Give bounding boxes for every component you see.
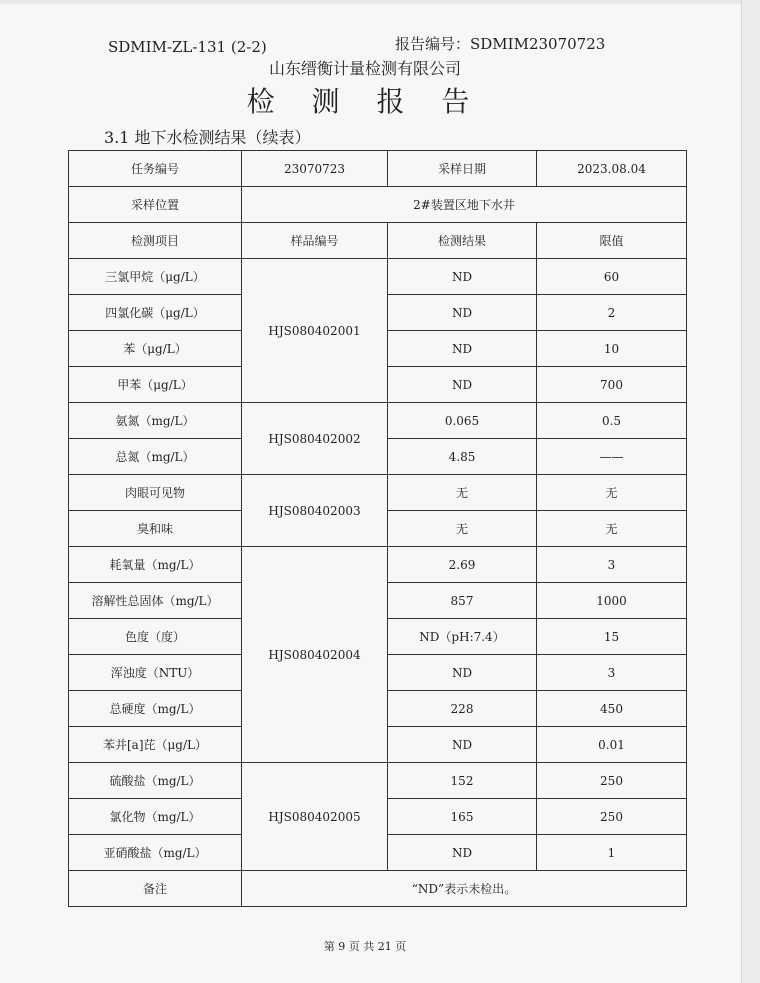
section-title: 3.1 地下水检测结果（续表） <box>104 128 311 147</box>
limit-value: 0.01 <box>537 727 687 763</box>
sample-id: HJS080402002 <box>242 403 388 475</box>
remark-label: 备注 <box>69 871 242 907</box>
limit-value: 250 <box>537 763 687 799</box>
test-item: 臭和味 <box>69 511 242 547</box>
limit-value: —— <box>537 439 687 475</box>
limit-value: 无 <box>537 475 687 511</box>
info-row <box>69 151 687 187</box>
date-label: 采样日期 <box>388 151 537 187</box>
sample-id: HJS080402001 <box>242 259 388 403</box>
limit-value: 450 <box>537 691 687 727</box>
table-row <box>69 475 687 511</box>
test-result: 无 <box>388 511 537 547</box>
test-result: ND <box>388 259 537 295</box>
test-item: 苯（μg/L） <box>69 331 242 367</box>
document-code: SDMIM-ZL-131 (2-2) <box>108 38 267 56</box>
test-item: 甲苯（μg/L） <box>69 367 242 403</box>
test-result: 857 <box>388 583 537 619</box>
limit-value: 60 <box>537 259 687 295</box>
limit-value: 1 <box>537 835 687 871</box>
limit-value: 3 <box>537 655 687 691</box>
limit-value: 0.5 <box>537 403 687 439</box>
sample-id: HJS080402004 <box>242 547 388 763</box>
test-item: 亚硝酸盐（mg/L） <box>69 835 242 871</box>
table-row <box>69 547 687 583</box>
test-item: 氯化物（mg/L） <box>69 799 242 835</box>
test-result: ND <box>388 331 537 367</box>
page-footer: 第 9 页 共 21 页 <box>323 940 407 953</box>
test-result: ND <box>388 727 537 763</box>
remark-text: “ND”表示未检出。 <box>242 871 687 907</box>
sample-id: HJS080402005 <box>242 763 388 871</box>
test-result: 2.69 <box>388 547 537 583</box>
test-item: 苯并[a]芘（μg/L） <box>69 727 242 763</box>
test-result: ND <box>388 835 537 871</box>
limit-value: 10 <box>537 331 687 367</box>
test-item: 溶解性总固体（mg/L） <box>69 583 242 619</box>
test-result: 152 <box>388 763 537 799</box>
test-item: 氨氮（mg/L） <box>69 403 242 439</box>
test-item: 总氮（mg/L） <box>69 439 242 475</box>
test-item: 四氯化碳（μg/L） <box>69 295 242 331</box>
report-number: 报告编号：SDMIM23070723 <box>395 35 606 53</box>
task-label: 任务编号 <box>69 151 242 187</box>
scan-right-edge <box>741 0 760 983</box>
test-item: 三氯甲烷（μg/L） <box>69 259 242 295</box>
test-result: 0.065 <box>388 403 537 439</box>
column-header: 样品编号 <box>242 223 388 259</box>
test-result: 165 <box>388 799 537 835</box>
location-value: 2#装置区地下水井 <box>242 187 687 223</box>
test-item: 浑浊度（NTU） <box>69 655 242 691</box>
test-result: ND（pH:7.4） <box>388 619 537 655</box>
limit-value: 15 <box>537 619 687 655</box>
column-header: 检测项目 <box>69 223 242 259</box>
test-result: 4.85 <box>388 439 537 475</box>
test-item: 总硬度（mg/L） <box>69 691 242 727</box>
results-table <box>68 150 687 907</box>
column-header: 检测结果 <box>388 223 537 259</box>
limit-value: 250 <box>537 799 687 835</box>
date-value: 2023.08.04 <box>537 151 687 187</box>
test-result: ND <box>388 367 537 403</box>
company-name: 山东缙衡计量检测有限公司 <box>268 59 461 78</box>
test-result: ND <box>388 655 537 691</box>
table-row <box>69 259 687 295</box>
test-result: 无 <box>388 475 537 511</box>
remark-row <box>69 871 687 907</box>
column-header-row <box>69 223 687 259</box>
task-value: 23070723 <box>242 151 388 187</box>
test-item: 耗氧量（mg/L） <box>69 547 242 583</box>
table-row <box>69 403 687 439</box>
test-result: ND <box>388 295 537 331</box>
limit-value: 无 <box>537 511 687 547</box>
sample-id: HJS080402003 <box>242 475 388 547</box>
scan-top-edge <box>0 0 760 4</box>
location-row <box>69 187 687 223</box>
limit-value: 1000 <box>537 583 687 619</box>
test-result: 228 <box>388 691 537 727</box>
table-row <box>69 763 687 799</box>
report-title: 检 测 报 告 <box>246 85 484 118</box>
limit-value: 2 <box>537 295 687 331</box>
limit-value: 700 <box>537 367 687 403</box>
test-item: 肉眼可见物 <box>69 475 242 511</box>
location-label: 采样位置 <box>69 187 242 223</box>
test-item: 硫酸盐（mg/L） <box>69 763 242 799</box>
test-item: 色度（度） <box>69 619 242 655</box>
limit-value: 3 <box>537 547 687 583</box>
column-header: 限值 <box>537 223 687 259</box>
